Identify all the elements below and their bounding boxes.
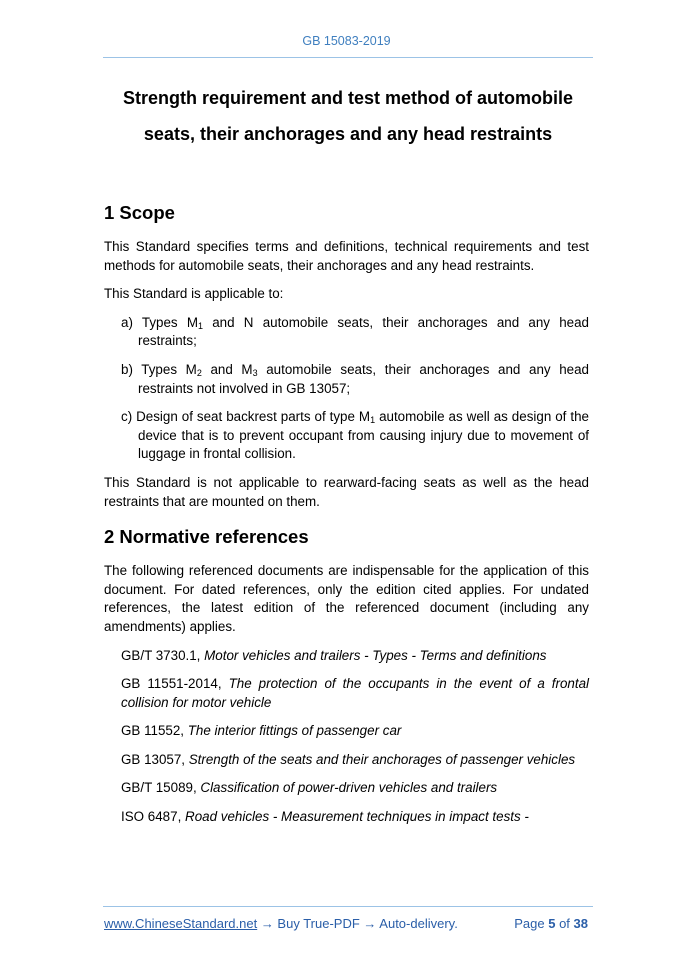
header-divider xyxy=(103,57,593,58)
list-item-b: b) Types $M_2$ and $M_3$ automobile seats, their anchorages and any head restraints not involved in GB 13057; xyxy=(121,361,589,396)
document-body xyxy=(104,200,589,827)
section-heading-normative-references: 2 Normative references xyxy=(104,526,309,548)
reference-item: GB/T 15089, Classification of power-driven vehicles and trailers xyxy=(121,780,498,796)
section-heading-scope: 1 Scope xyxy=(104,202,175,223)
title-line-2: seats, their anchorages and any head restraints xyxy=(143,124,553,144)
reference-item: ISO 6487, Road vehicles - Measurement techniques in impact tests - xyxy=(121,809,529,825)
footer-tagline: → Buy True-PDF → Auto-delivery. xyxy=(257,916,458,931)
footer-divider xyxy=(103,906,593,907)
reference-item: GB 13057, Strength of the seats and their anchorages of passenger vehicles xyxy=(121,751,576,767)
title-line-1: Strength requirement and test method of automobile xyxy=(122,88,574,108)
paragraph: The following referenced documents are indispensable for the application of this document. For dated references, only the edition cited applies. For undated references, the latest edition of the referenced document (including any amendments) applies. xyxy=(104,563,589,634)
paragraph: This Standard specifies terms and definitions, technical requirements and test methods for automobile seats, their anchorages and any head restraints. xyxy=(104,239,589,273)
footer xyxy=(104,916,588,931)
page-indicator: Page 5 of 38 xyxy=(514,916,588,931)
reference-item: GB 11552, The interior fittings of passenger car xyxy=(121,723,402,739)
list-item-a: a) Types $M_1$ and N automobile seats, their anchorages and any head restraints; xyxy=(121,314,589,349)
document-code: GB 15083-2019 xyxy=(302,34,391,48)
paragraph: This Standard is not applicable to rearward-facing seats as well as the head restraints that are mounted on them. xyxy=(104,474,589,509)
page-total: 38 xyxy=(573,916,588,931)
reference-item: GB 11551-2014, The protection of the occupants in the event of a frontal collision for motor vehicle xyxy=(121,676,589,710)
page-number: 5 xyxy=(548,916,556,931)
list-item-c: c) Design of seat backrest parts of type $M_1$ automobile as well as design of the device that is to prevent occupant from causing injury due to movement of luggage in frontal collision. xyxy=(121,409,589,462)
paragraph: This Standard is applicable to: xyxy=(104,286,284,302)
reference-item: GB/T 3730.1, Motor vehicles and trailers - Types - Terms and definitions xyxy=(121,647,547,663)
website-link[interactable]: www.ChineseStandard.net xyxy=(104,916,258,931)
document-title xyxy=(103,80,593,152)
